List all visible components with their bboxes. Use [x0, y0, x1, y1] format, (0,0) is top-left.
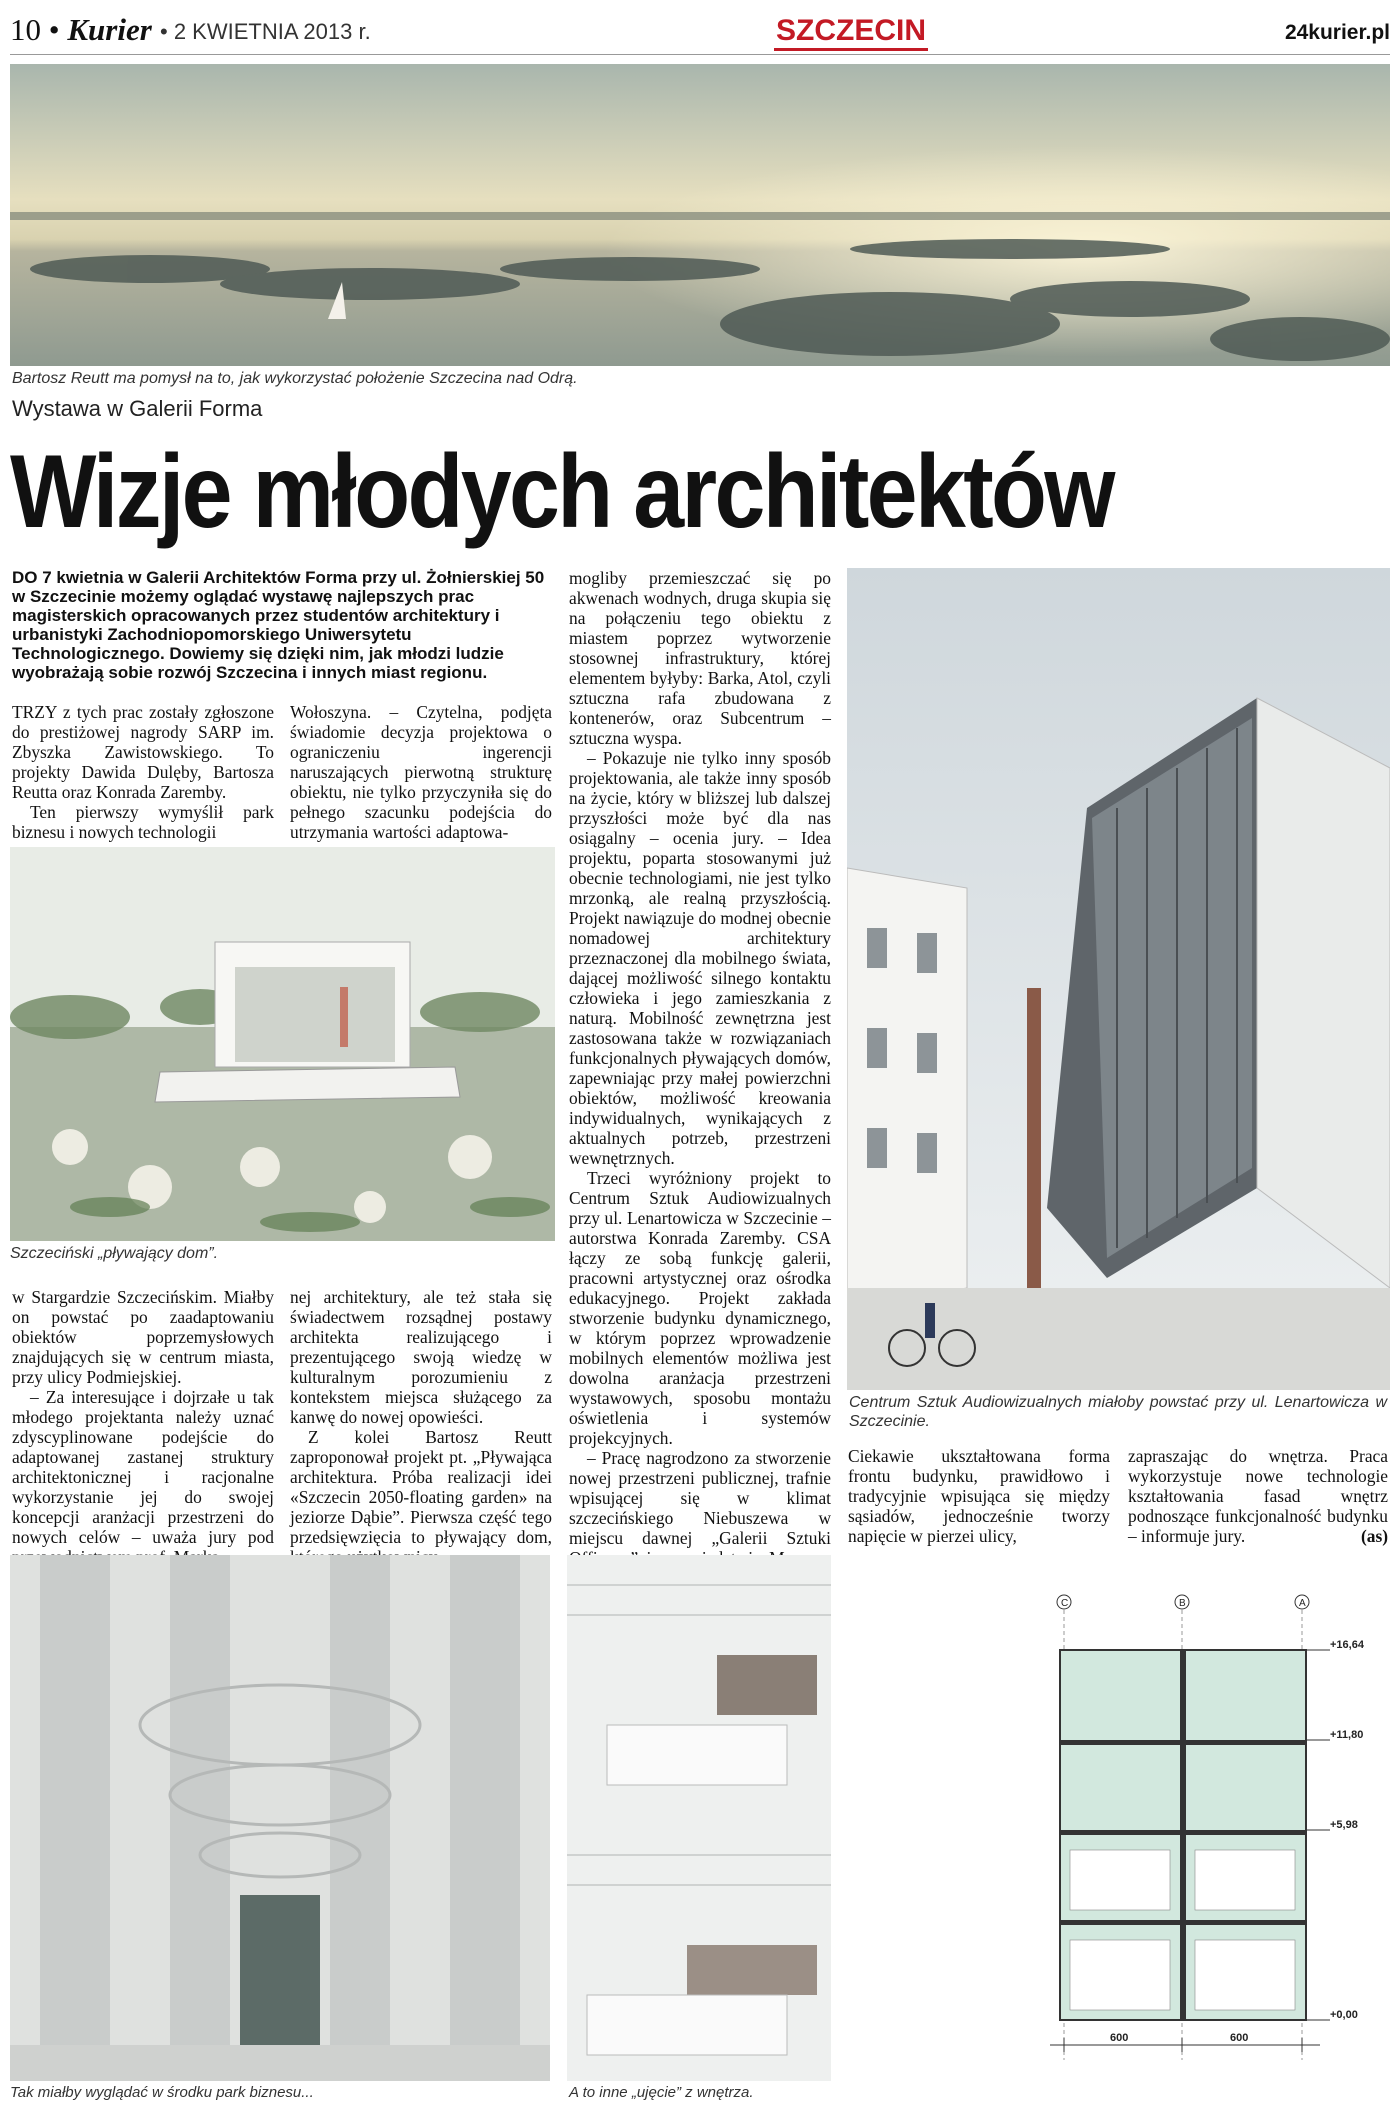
issue-date: • 2 KWIETNIA 2013 r.	[160, 19, 371, 44]
article-kicker: Wystawa w Galerii Forma	[12, 396, 263, 421]
paragraph-text: zapraszając do wnętrza. Praca wykorzystuje nowe technologie kształtowania fasad wnętrz podnoszące funkcjonalność budynku – informuje jury.	[1128, 1446, 1388, 1546]
paragraph: Wołoszyna. – Czytelna, podjęta świadomie decyzja projektowa o ograniczeniu ingerencji naruszających pierwotną strukturę obiektu, nie tylko przyczyniła się do pełnego szacunku podejścia do utrzymania wartości adaptowa-	[290, 702, 552, 842]
paragraph: Ciekawie ukształtowana forma frontu budynku, prawidłowo i tradycyjnie wpisująca się między sąsiadów, jednocześnie tworzy napięcie w pierzei ulicy,	[848, 1446, 1110, 1546]
newspaper-brand: Kurier	[67, 12, 152, 47]
business-park-illustration	[10, 1555, 550, 2081]
level-label: +5,98	[1330, 1819, 1358, 1831]
issue-date-text: 2 KWIETNIA 2013 r.	[173, 19, 371, 44]
paragraph: mogliby przemieszczać się po akwenach wodnych, druga skupia się na połączeniu tego obiektu z miastem poprzez wytworzenie stosownej infrastruktury, której elementem byłyby: Barka, Atol, czyli sztuczna rafa zbudowana z kontenerów, oraz Subcentrum – sztuczna wyspa.	[569, 568, 831, 748]
section-label: SZCZECIN	[774, 14, 928, 51]
paragraph: Ten pierwszy wymyślił park biznesu i nowych technologii	[12, 802, 274, 842]
building-section-drawing	[1030, 1590, 1390, 2080]
paragraph	[1128, 1446, 1388, 1546]
dimension-label: 600	[1110, 2032, 1129, 2044]
business-park-photo	[10, 1555, 550, 2081]
column-1-bottom	[12, 1287, 274, 1567]
paragraph: Trzeci wyróżniony projekt to Centrum Sztuk Audiowizualnych przy ul. Lenartowicza w Szczecinie – autorstwa Konrada Zaremby. CSA łączy ze sobą funkcję galerii, pracowni artystycznej oraz ośrodka edukacyjnego. Projekt zakłada stworzenie budynku dynamicznego, w którym poprzez wprowadzenie mobilnych elementów możliwa jest dowolna aranżacja przestrzeni wystawowych, sposobu montażu oświetlenia i systemów projekcyjnych.	[569, 1168, 831, 1448]
interior-illustration	[567, 1555, 831, 2081]
interior-caption: A to inne „ujęcie” z wnętrza.	[569, 2084, 754, 2101]
building-photo-caption: Centrum Sztuk Audiowizualnych miałoby powstać przy ul. Lenartowicza w Szczecinie.	[849, 1394, 1387, 1431]
axis-label: A	[1299, 1598, 1306, 1609]
article-headline: Wizje młodych architektów	[10, 434, 1113, 550]
column-5	[1128, 1446, 1388, 1546]
column-1-top	[12, 702, 274, 842]
column-3	[569, 568, 831, 1588]
paragraph: TRZY z tych prac zostały zgłoszone do prestiżowej nagrody SARP im. Zbyszka Zawistowskiego. To projekty Dawida Dulęby, Bartosza Reutta oraz Konrada Zaremby.	[12, 702, 274, 802]
article-lead: DO 7 kwietnia w Galerii Architektów Forma przy ul. Żołnierskiej 50 w Szczecinie możemy oglądać wystawę najlepszych prac magisterskich opracowanych przez studentów architektury i urbanistyki Zachodniopomorskiego Uniwersytetu Technologicznego. Dowiemy się dzięki nim, jak młodzi ludzie wyobrażają sobie rozwój Szczecina i innych miast regionu.	[12, 568, 545, 682]
paragraph: – Pokazuje nie tylko inny sposób projektowania, ale także inny sposób na życie, który w bliższej lub dalszej przyszłości może być dla nas osiągalny – ocenia jury. – Idea projektu, poparta stosowanymi już obecnie technologiami, nie jest tylko mrzonką, ale realną przyszłością. Projekt nawiązuje do modnej obecnie nomadowej architektury przeznaczonej dla mobilnego świata, dającej możliwość silnego kontaktu człowieka i jego zamieszkania z naturą. Mobilność zewnętrzna jest zastosowana także w rozwiązaniach funkcjonalnych pływających domów, zapewniając przy małej powierzchni obiektów, możliwość kreowania indywidualnych, wynikających z aktualnych potrzeb, przestrzeni wewnętrznych.	[569, 748, 831, 1168]
paragraph: Z kolei Bartosz Reutt zaproponował projekt pt. „Pływająca architektura. Próba realizacji idei «Szczecin 2050-floating garden» na jeziorze Dąbie”. Pierwsza część tego przedsięwzięcia to pływający dom,	[290, 1427, 552, 1547]
paragraph: nej architektury, ale też stała się świadectwem rozsądnej postawy architekta realizującego i prezentującego swoją wiedzę w kulturalnym porozumieniu z kontekstem miejsca służącego za kanwę do nowej opowieści.	[290, 1287, 552, 1427]
page-number-brand: 10 • Kurier	[10, 12, 152, 47]
dimension-label: 600	[1230, 2032, 1249, 2044]
column-2-top	[290, 702, 552, 842]
section-drawing-svg	[1030, 1590, 1390, 2080]
axis-label: C	[1061, 1598, 1069, 1609]
top-photo-caption: Bartosz Reutt ma pomysł na to, jak wykorzystać położenie Szczecina nad Odrą.	[12, 370, 578, 387]
level-label: +16,64	[1330, 1639, 1364, 1651]
level-label: +11,80	[1330, 1729, 1364, 1741]
paragraph: w Stargardzie Szczecińskim. Miałby on powstać po zaadaptowaniu obiektów poprzemysłowych znajdujących się w centrum miasta, przy ulicy Podmiejskiej.	[12, 1287, 274, 1387]
column-4	[848, 1446, 1110, 1546]
axis-label: B	[1179, 1598, 1186, 1609]
business-park-caption: Tak miałby wyglądać w środku park biznesu...	[10, 2084, 314, 2101]
floating-house-photo	[10, 847, 555, 1241]
paragraph: – Pracę nagrodzono za stworzenie nowej przestrzeni publicznej, trafnie wpisującej się w klimat szczecińskiego Niebuszewa w miejscu dawnej „Galerii Sztuki	[569, 1448, 831, 1548]
author-signature: (as)	[1360, 1526, 1388, 1546]
interior-photo	[567, 1555, 831, 2081]
floating-house-illustration	[10, 847, 555, 1241]
page-number: 10	[10, 12, 41, 47]
column-2-bottom	[290, 1287, 552, 1567]
panorama-illustration	[10, 64, 1390, 366]
paragraph: – Za interesujące i dojrzałe u tak młodego projektanta należy uznać zdyscyplinowane podejście do adaptowanej zastanej struktury architektonicznej i racjonalne wykorzystanie jej do swojej koncepcji aranżacji przestrzeni do nowych celów – uważa jury pod	[12, 1387, 274, 1547]
website-link[interactable]: 24kurier.pl	[1284, 21, 1390, 44]
page-header	[10, 10, 1390, 55]
floating-city-panorama	[10, 64, 1390, 366]
art-centre-building-photo	[847, 568, 1390, 1390]
floating-house-caption: Szczeciński „pływający dom”.	[10, 1245, 219, 1262]
building-illustration	[847, 568, 1390, 1390]
level-label: +0,00	[1330, 2009, 1358, 2021]
